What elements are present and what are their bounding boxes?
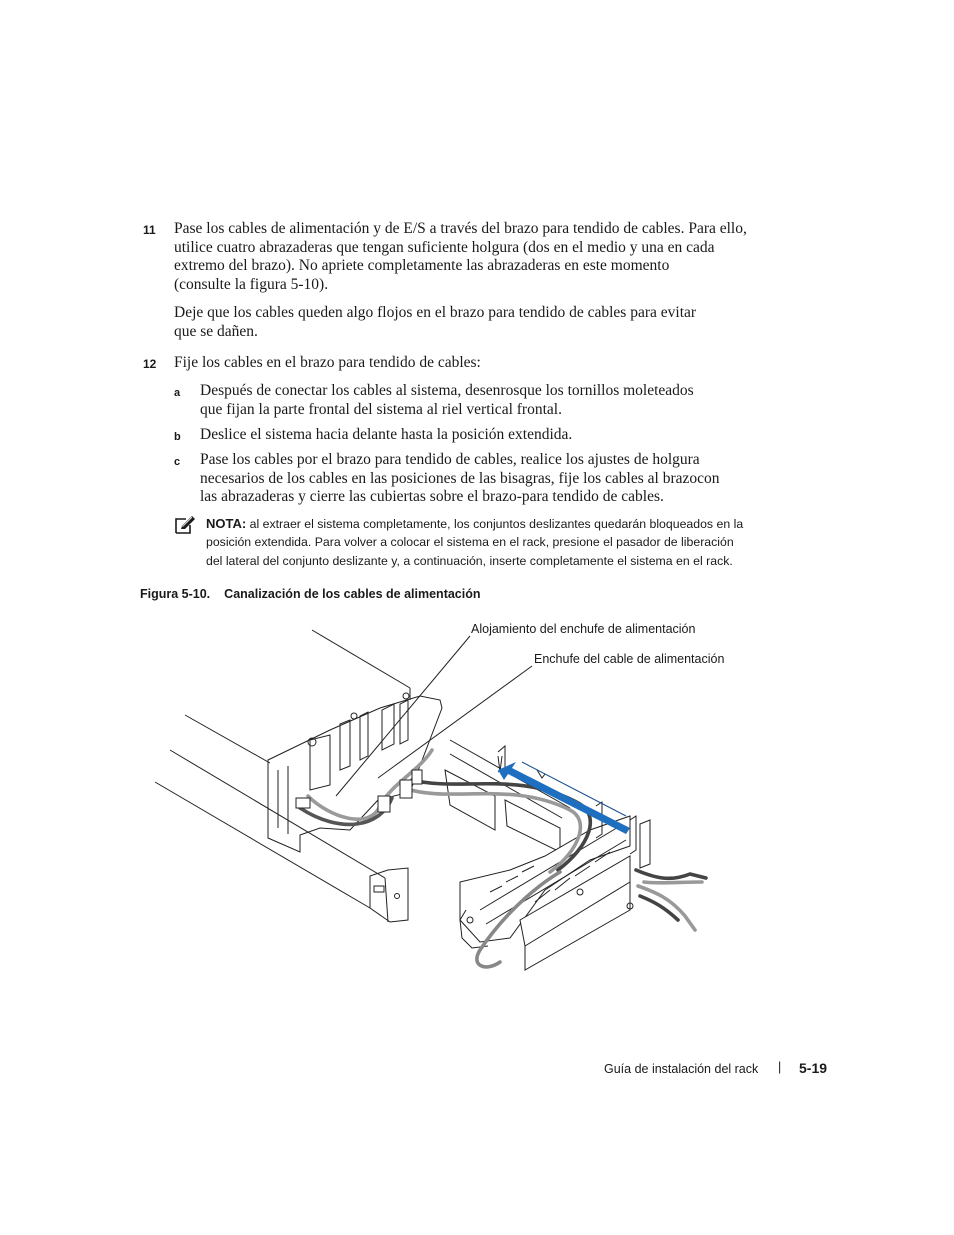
step-text-line: Pase los cables de alimentación y de E/S a través del brazo para tendido de cables. Para ello, bbox=[174, 220, 747, 237]
note-box bbox=[174, 515, 764, 570]
substep-line: Pase los cables por el brazo para tendido de cables, realice los ajustes de holgura bbox=[200, 451, 700, 468]
step-text-line: utilice cuatro abrazaderas que tengan suficiente holgura (dos en el medio y una en cada bbox=[174, 238, 715, 256]
step-11 bbox=[143, 220, 783, 294]
substep-letter: c bbox=[174, 456, 181, 468]
step-number: 12 bbox=[143, 357, 157, 371]
step-11-followup bbox=[174, 304, 754, 341]
step-text-line: Fije los cables en el brazo para tendido de cables: bbox=[174, 354, 481, 371]
server-chassis bbox=[155, 630, 442, 922]
substep-letter: b bbox=[174, 431, 181, 443]
followup-line: que se dañen. bbox=[174, 322, 258, 340]
slide-direction-arrow bbox=[498, 762, 630, 834]
footer-title: Guía de instalación del rack bbox=[604, 1062, 759, 1076]
footer-separator: | bbox=[778, 1060, 782, 1074]
step-text-line: extremo del brazo). No apriete completamente las abrazaderas en este momento bbox=[174, 257, 670, 275]
callout-power-socket: Alojamiento del enchufe de alimentación bbox=[471, 622, 696, 636]
substep-letter: a bbox=[174, 387, 181, 399]
substep-line: Deslice el sistema hacia delante hasta la posición extendida. bbox=[200, 426, 573, 443]
note-line: posición extendida. Para volver a colocar el sistema en el rack, presione el pasador de liberación bbox=[206, 535, 734, 550]
figure-caption bbox=[140, 587, 481, 601]
pencil-note-icon bbox=[174, 515, 196, 540]
figure-title: Canalización de los cables de alimentación bbox=[224, 587, 481, 601]
step-12 bbox=[143, 354, 783, 373]
substep-c bbox=[174, 451, 754, 507]
followup-line: Deje que los cables queden algo flojos en el brazo para tendido de cables para evitar bbox=[174, 304, 697, 321]
substep-line: las abrazaderas y cierre las cubiertas sobre el brazo-para tendido de cables. bbox=[200, 488, 664, 506]
figure-number: Figura 5-10. bbox=[140, 587, 211, 601]
note-line: al extraer el sistema completamente, los conjuntos deslizantes quedarán bloqueados en la bbox=[249, 517, 744, 531]
substep-a bbox=[174, 382, 754, 419]
step-text-line: (consulte la figura 5-10). bbox=[174, 275, 329, 293]
note-line: del lateral del conjunto deslizante y, a continuación, inserte completamente el sistema en el rack. bbox=[206, 553, 733, 568]
substep-line: que fijan la parte frontal del sistema al riel vertical frontal. bbox=[200, 400, 562, 418]
substep-line: Después de conectar los cables al sistema, desenrosque los tornillos moleteados bbox=[200, 382, 694, 399]
cable-routing-illustration bbox=[150, 620, 750, 1000]
page-number: 5-19 bbox=[799, 1060, 828, 1076]
substep-line: necesarios de los cables en las posiciones de las bisagras, fije los cables al brazocon bbox=[200, 469, 720, 487]
note-label: NOTA: bbox=[206, 516, 247, 531]
substep-b bbox=[174, 426, 754, 445]
callout-power-plug: Enchufe del cable de alimentación bbox=[534, 652, 725, 666]
cable-connectors bbox=[296, 770, 422, 812]
step-number: 11 bbox=[143, 223, 156, 237]
